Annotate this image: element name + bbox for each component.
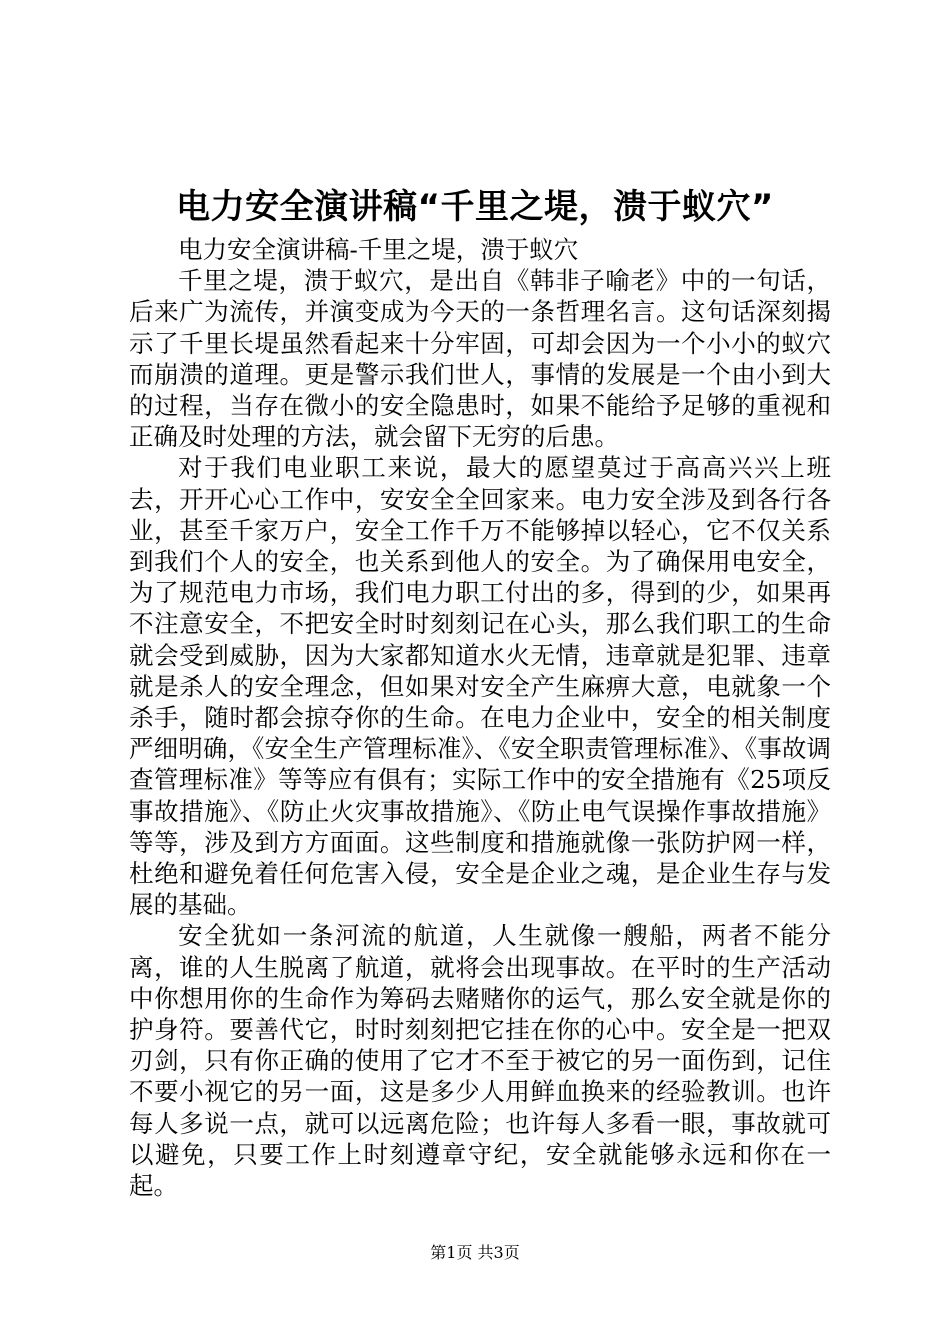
body-paragraph-1: 千里之堤，溃于蚁穴，是出自《韩非子喻老》中的一句话，后来广为流传，并演变成为今天的一条哲理名言。这句话深刻揭示了千里长堤虽然看起来十分牢固，可却会因为一个小小的蚁穴而崩溃的道理。更是警示我们世人，事情的发展是一个由小到大的过程，当存在微小的安全隐患时，如果不能给予足够的重视和正确及时处理的方法，就会留下无穷的后患。 bbox=[129, 266, 831, 452]
document-title: 电力安全演讲稿“千里之堤，溃于蚁穴” bbox=[176, 187, 774, 227]
body-paragraph-2: 对于我们电业职工来说，最大的愿望莫过于高高兴兴上班去，开开心心工作中，安安全全回家来。电力安全涉及到各行各业，甚至千家万户，安全工作千万不能够掉以轻心，它不仅关系到我们个人的安全，也关系到他人的安全。为了确保用电安全，为了规范电力市场，我们电力职工付出的多，得到的少，如果再不注意安全，不把安全时时刻刻记在心头，那么我们职工的生命就会受到威胁，因为大家都知道水火无情，违章就是犯罪、违章就是杀人的安全理念，但如果对安全产生麻痹大意，电就象一个杀手，随时都会掠夺你的生命。在电力企业中，安全的相关制度严细明确，《安全生产管理标准》、《安全职责管理标准》、《事故调查管理标准》等等应有俱有；实际工作中的安全措施有《25项反事故措施》、《防止火灾事故措施》、《防止电气误操作事故措施》等等，涉及到方方面面。这些制度和措施就像一张防护网一样，杜绝和避免着任何危害入侵，安全是企业之魂，是企业生存与发展的基础。 bbox=[129, 453, 831, 920]
page-number-footer: 第1页 共3页 bbox=[430, 1243, 520, 1262]
document-body bbox=[129, 234, 831, 1201]
body-paragraph-3: 安全犹如一条河流的航道，人生就像一艘船，两者不能分离，谁的人生脱离了航道，就将会出现事故。在平时的生产活动中你想用你的生命作为筹码去赌赌你的运气，那么安全就是你的护身符。要善代它，时时刻刻把它挂在你的心中。安全是一把双刃剑，只有你正确的使用了它才不至于被它的另一面伤到，记住不要小视它的另一面，这是多少人用鲜血换来的经验教训。也许每人多说一点，就可以远离危险；也许每人多看一眼，事故就可以避免，只要工作上时刻遵章守纪，安全就能够永远和你在一起。 bbox=[129, 921, 831, 1201]
subtitle-paragraph: 电力安全演讲稿-千里之堤，溃于蚁穴 bbox=[178, 235, 579, 264]
